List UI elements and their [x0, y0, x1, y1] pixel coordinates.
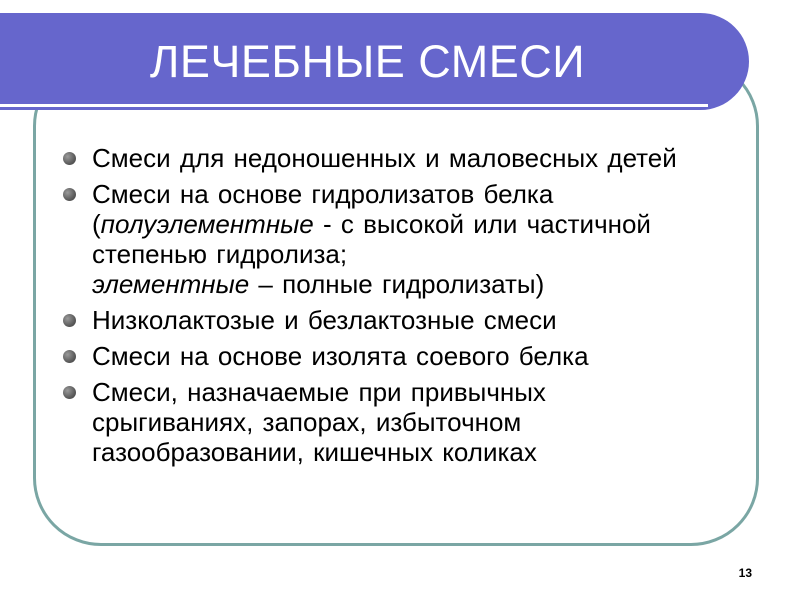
- bullet-text: – полные гидролизаты): [249, 269, 545, 299]
- bullet-icon: [63, 386, 76, 399]
- bullet-text: Смеси на основе изолята соевого белка: [92, 341, 589, 371]
- bullet-list: [62, 143, 712, 473]
- list-item: [62, 143, 712, 173]
- bullet-icon: [63, 188, 76, 201]
- list-item: [62, 341, 712, 371]
- bullet-text-italic: элементные: [92, 269, 250, 299]
- bullet-icon: [63, 350, 76, 363]
- bullet-text-lead: Смеси на основе гидролизатов белка (: [92, 179, 554, 239]
- bullet-text: - с высокой или частичной степенью гидролиза;: [92, 209, 651, 269]
- bullet-icon: [63, 152, 76, 165]
- list-item: [62, 377, 712, 467]
- list-item: [62, 305, 712, 335]
- bullet-text: Смеси для недоношенных и маловесных детей: [92, 143, 677, 173]
- list-item: [62, 179, 712, 299]
- bullet-text: Смеси, назначаемые при привычных срыгиваниях, запорах, избыточном газообразовании, кишечных коликах: [92, 377, 546, 467]
- bullet-text-italic: полуэлементные: [100, 209, 314, 239]
- page-number: 13: [738, 566, 752, 580]
- title-underline: [0, 104, 708, 107]
- slide-title: ЛЕЧЕБНЫЕ СМЕСИ: [149, 35, 586, 87]
- bullet-icon: [63, 314, 76, 327]
- bullet-text: Низколактозые и безлактозные смеси: [92, 305, 557, 335]
